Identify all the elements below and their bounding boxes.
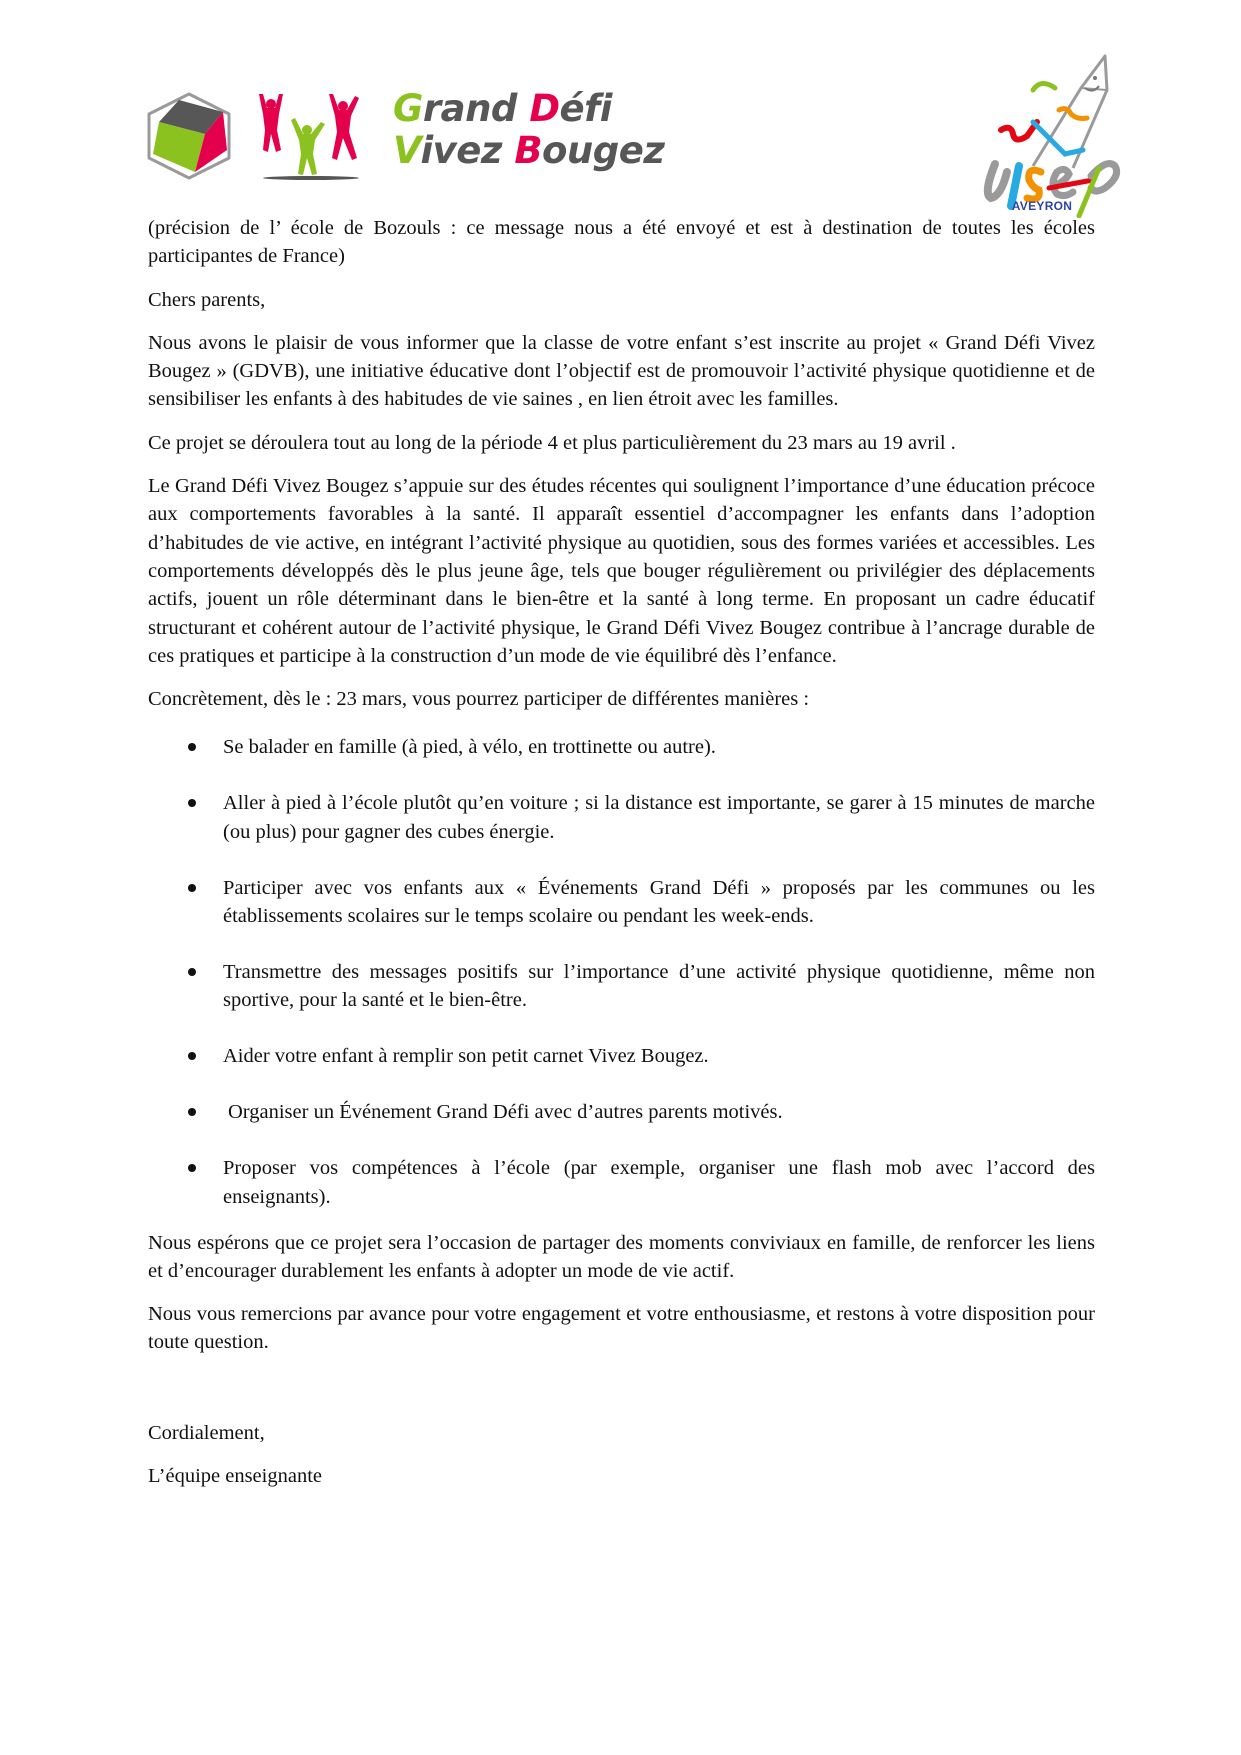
list-item <box>148 874 1095 931</box>
bullet-icon <box>188 799 196 807</box>
participation-list <box>148 733 1095 1210</box>
list-item-text: Proposer vos compétences à l’école (par exemple, organiser une flash mob avec l’accord des enseignants). <box>223 1157 1095 1208</box>
grand-defi-vivez-bougez-logo <box>145 88 685 184</box>
wordmark-text: ivez <box>420 129 515 172</box>
paragraph-project-intro: Nous avons le plaisir de vous informer que la classe de votre enfant s’est inscrite au projet « Grand Défi Vivez Bougez » (GDVB), une initiative éducative dont l’objectif est de promouvoir l’activité physique quotidienne et de sensibiliser les enfants à des habitudes de vie saines , en lien étroit avec les familles. <box>148 331 1095 411</box>
list-item-text: Transmettre des messages positifs sur l’importance d’une activité physique quotidienne, même non sportive, pour la santé et le bien-être. <box>223 961 1095 1012</box>
list-item-text: Organiser un Événement Grand Défi avec d’autres parents motivés. <box>228 1101 783 1124</box>
wordmark-letter: V <box>393 129 421 172</box>
wordmark-text: rand <box>422 87 530 130</box>
list-item <box>148 1154 1095 1211</box>
usep-logo-icon <box>975 48 1140 218</box>
grand-defi-vivez-bougez-wordmark <box>393 88 664 172</box>
wordmark-letter: B <box>514 129 543 172</box>
wordmark-text: ougez <box>542 129 665 172</box>
usep-region-label: AVEYRON <box>1011 199 1073 213</box>
bullet-icon <box>188 743 196 751</box>
paragraph-thanks: Nous vous remercions par avance pour votre engagement et votre enthousiasme, et restons à votre disposition pour toute question. <box>148 1303 1095 1354</box>
intro-note: (précision de l’ école de Bozouls : ce message nous a été envoyé et est à destination de toutes les écoles participantes de France) <box>148 217 1095 268</box>
wordmark-text: éfi <box>559 87 612 130</box>
list-item-text: Se balader en famille (à pied, à vélo, en trottinette ou autre). <box>223 736 716 759</box>
bullet-icon <box>188 884 196 892</box>
wordmark-letter: G <box>393 87 423 130</box>
jumping-people-icon <box>257 94 365 180</box>
list-item <box>148 958 1095 1015</box>
bullet-icon <box>188 1108 196 1116</box>
letter-body <box>148 214 1095 1505</box>
list-item <box>148 1098 1095 1126</box>
paragraph-participation-intro: Concrètement, dès le : 23 mars, vous pourrez participer de différentes manières : <box>148 688 810 711</box>
sign-off: Cordialement, <box>148 1421 265 1444</box>
signature: L’équipe enseignante <box>148 1465 322 1488</box>
wordmark-letter: D <box>529 87 560 130</box>
list-item <box>148 733 1095 761</box>
salutation: Chers parents, <box>148 288 266 311</box>
wordmark-line-1 <box>393 88 664 130</box>
wordmark-line-2 <box>393 130 664 172</box>
list-item-text: Participer avec vos enfants aux « Événements Grand Défi » proposés par les communes ou les établissements scolaires sur le temps scolaire ou pendant les week-ends. <box>223 876 1095 928</box>
paragraph-hope: Nous espérons que ce projet sera l’occasion de partager des moments conviviaux en famille, de renforcer les liens et d’encourager durablement les enfants à adopter un mode de vie actif. <box>148 1231 1095 1282</box>
list-item-text: Aider votre enfant à remplir son petit carnet Vivez Bougez. <box>223 1045 709 1068</box>
list-item <box>148 789 1095 846</box>
list-item-text: Aller à pied à l’école plutôt qu’en voiture ; si la distance est importante, se garer à 15 minutes de marche (ou plus) pour gagner des cubes énergie. <box>223 792 1095 843</box>
bullet-icon <box>188 1164 196 1172</box>
cube-icon <box>145 92 233 180</box>
bullet-icon <box>188 1052 196 1060</box>
bullet-icon <box>188 968 196 976</box>
list-item <box>148 1042 1095 1070</box>
paragraph-project-rationale: Le Grand Défi Vivez Bougez s’appuie sur des études récentes qui soulignent l’importance d’une éducation précoce aux comportements favorables à la santé. Il apparaît essentiel d’accompagner les enfants dans l’adoption d’habitudes de vie active, en intégrant l’activité physique au quotidien, sous des formes variées et accessibles. Les comportements développés dès le plus jeune âge, tels que bouger régulièrement ou privilégier des déplacements actifs, jouent un rôle déterminant dans le bien-être et la santé à long terme. En proposant un cadre éducatif structurant et cohérent autour de l’activité physique, le Grand Défi Vivez Bougez contribue à l’ancrage durable de ces pratiques et participe à la construction d’un mode de vie équilibré dès l’enfance. <box>148 475 1095 667</box>
paragraph-project-dates: Ce projet se déroulera tout au long de la période 4 et plus particulièrement du 23 mars au 19 avril . <box>148 431 956 454</box>
